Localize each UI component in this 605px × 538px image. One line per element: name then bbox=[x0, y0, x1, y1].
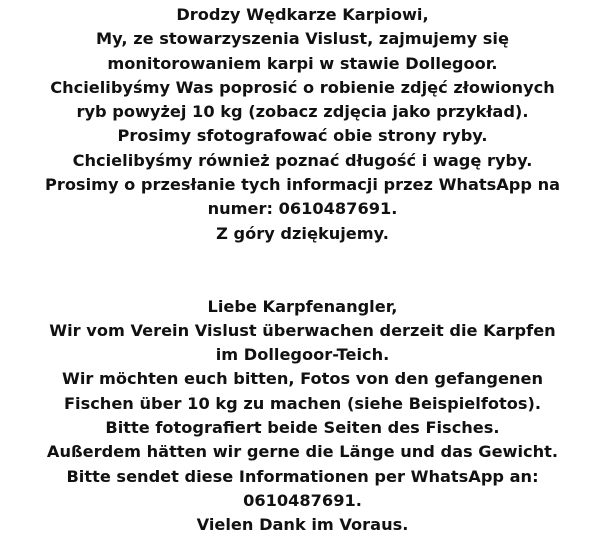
polish-greeting: Drodzy Wędkarze Karpiowi, bbox=[176, 5, 429, 24]
polish-line: monitorowaniem karpi w stawie Dollegoor. bbox=[107, 53, 498, 73]
german-greeting: Liebe Karpfenangler, bbox=[207, 296, 398, 316]
polish-line: Prosimy sfotografować obie strony ryby. bbox=[117, 126, 488, 146]
polish-phone-number: numer: 0610487691. bbox=[207, 199, 398, 219]
german-line: Bitte sendet diese Informationen per WhatsApp an: bbox=[66, 466, 539, 486]
german-message bbox=[0, 295, 605, 538]
polish-line: Chcielibyśmy również poznać długość i wagę ryby. bbox=[72, 150, 533, 170]
german-line: Außerdem hätten wir gerne die Länge und das Gewicht. bbox=[46, 442, 559, 462]
german-line: im Dollegoor-Teich. bbox=[215, 345, 390, 365]
polish-line: Chcielibyśmy Was poprosić o robienie zdjęć złowionych bbox=[50, 77, 555, 97]
german-closing: Vielen Dank im Voraus. bbox=[196, 515, 409, 535]
polish-line: Prosimy o przesłanie tych informacji przez WhatsApp na bbox=[44, 175, 561, 195]
german-phone-number: 0610487691. bbox=[243, 490, 362, 510]
german-line: Wir vom Verein Vislust überwachen derzeit die Karpfen bbox=[49, 320, 556, 340]
polish-message bbox=[0, 3, 605, 246]
angler-notice bbox=[0, 3, 605, 538]
german-line: Wir möchten euch bitten, Fotos von den gefangenen bbox=[61, 369, 544, 389]
section-spacer bbox=[0, 246, 605, 295]
german-line: Fischen über 10 kg zu machen (siehe Beispielfotos). bbox=[63, 393, 542, 413]
german-line: Bitte fotografiert beide Seiten des Fisches. bbox=[105, 418, 500, 438]
polish-closing: Z góry dziękujemy. bbox=[216, 223, 389, 243]
polish-line: My, ze stowarzyszenia Vislust, zajmujemy się bbox=[96, 29, 509, 49]
polish-line: ryb powyżej 10 kg (zobacz zdjęcia jako przykład). bbox=[76, 102, 529, 122]
